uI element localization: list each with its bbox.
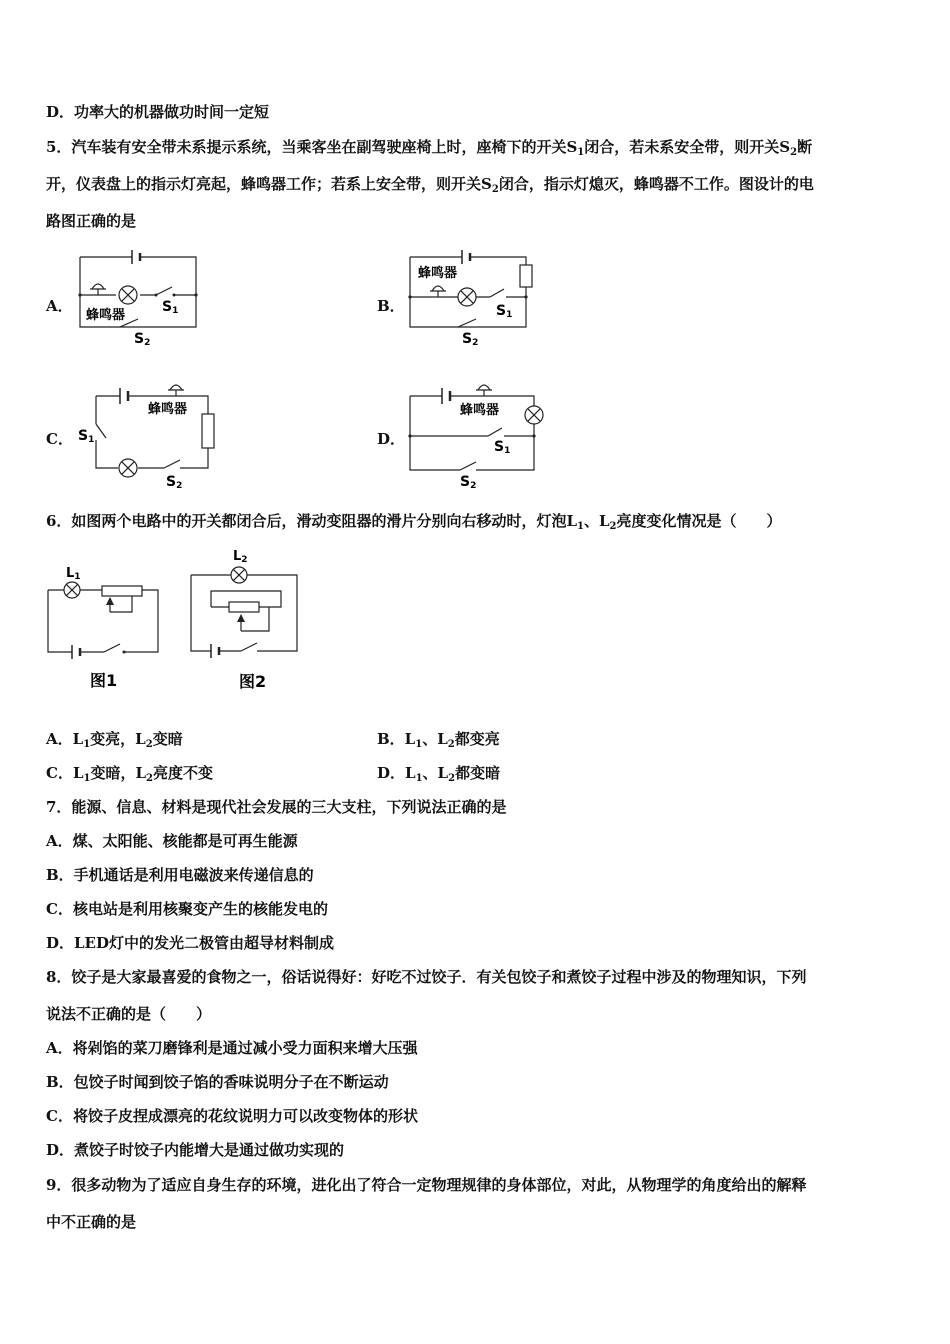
q6-option-c: C．$L_1$变暗，$L_2$亮度不变 (46, 764, 214, 784)
lamp-l2-label: L2 (233, 549, 248, 565)
q7-option-a: A．煤、太阳能、核能都是可再生能源 (46, 832, 298, 850)
q8-stem-line2: 说法不正确的是（ ） (46, 1005, 212, 1023)
q7-stem: 7．能源、信息、材料是现代社会发展的三大支柱，下列说法正确的是 (46, 798, 507, 816)
switch-s2-label-a: S2 (134, 331, 151, 345)
circuit-diagram-a (76, 245, 206, 345)
q5-stem-line1: 5．汽车装有安全带未系提示系统，当乘客坐在副驾驶座椅上时，座椅下的开关$S_1$闭合，若未系安全带，则开关$S_2$断 (46, 138, 813, 158)
q6-stem: 6．如图两个电路中的开关都闭合后，滑动变阻器的滑片分别向右移动时，灯泡$L_1$、$L_2$亮度变化情况是（ ） (46, 512, 782, 532)
q5-stem-line2: 开，仪表盘上的指示灯亮起，蜂鸣器工作；若系上安全带，则开关$S_2$闭合，指示灯熄灭，蜂鸣器不工作。图设计的电 (46, 175, 814, 195)
switch-s1-label-d: S1 (494, 439, 511, 456)
figure-2-caption: 图2 (239, 672, 267, 691)
buzzer-label-c: 蜂鸣器 (148, 402, 188, 417)
switch-s2-label-d: S2 (460, 474, 477, 490)
switch-s1-label-c: S1 (78, 428, 95, 445)
q6-option-b: B．$L_1$、$L_2$都变亮 (377, 730, 500, 750)
switch-s1-label-b: S1 (496, 303, 513, 320)
q6-figure-2 (187, 545, 307, 695)
lamp-l1-label: L1 (66, 566, 81, 582)
q8-option-a: A．将剁馅的菜刀磨锋利是通过减小受力面积来增大压强 (46, 1039, 418, 1057)
circuit-diagram-b (404, 245, 540, 347)
q6-option-a: A．$L_1$变亮，$L_2$变暗 (46, 730, 183, 750)
q8-option-b: B．包饺子时闻到饺子馅的香味说明分子在不断运动 (46, 1073, 389, 1091)
circuit-diagram-d (404, 378, 549, 490)
switch-s2-label-b: S2 (462, 331, 479, 347)
q5-stem-line3: 路图正确的是 (46, 212, 137, 230)
q5-option-d-label: D． (377, 430, 406, 448)
q7-option-d: D．LED灯中的发光二极管由超导材料制成 (46, 934, 334, 952)
q8-stem-line1: 8．饺子是大家最喜爱的食物之一，俗话说得好：好吃不过饺子．有关包饺子和煮饺子过程中涉及的物理知识，下列 (46, 968, 807, 986)
q9-stem-line2: 中不正确的是 (46, 1213, 137, 1231)
buzzer-label-b: 蜂鸣器 (418, 266, 458, 281)
buzzer-label-d: 蜂鸣器 (460, 403, 500, 418)
q6-figure-1 (44, 560, 169, 695)
q7-option-c: C．核电站是利用核聚变产生的核能发电的 (46, 900, 328, 918)
q8-option-c: C．将饺子皮捏成漂亮的花纹说明力可以改变物体的形状 (46, 1107, 418, 1125)
switch-s2-label-c: S2 (166, 474, 183, 488)
buzzer-label-a: 蜂鸣器 (86, 308, 126, 323)
q5-option-b-label: B． (377, 297, 405, 315)
switch-s1-label-a: S1 (162, 299, 179, 316)
circuit-diagram-c (76, 378, 216, 488)
q5-option-c-label: C． (46, 430, 73, 448)
q7-option-b: B．手机通话是利用电磁波来传递信息的 (46, 866, 314, 884)
q9-stem-line1: 9．很多动物为了适应自身生存的环境，进化出了符合一定物理规律的身体部位，对此，从物理学的角度给出的解释 (46, 1176, 807, 1194)
figure-1-caption: 图1 (90, 671, 118, 690)
q6-option-d: D．$L_1$、$L_2$都变暗 (377, 764, 501, 784)
q8-option-d: D．煮饺子时饺子内能增大是通过做功实现的 (46, 1141, 345, 1159)
q4-option-d: D．功率大的机器做功时间一定短 (46, 103, 270, 121)
q5-option-a-label: A． (46, 297, 73, 315)
